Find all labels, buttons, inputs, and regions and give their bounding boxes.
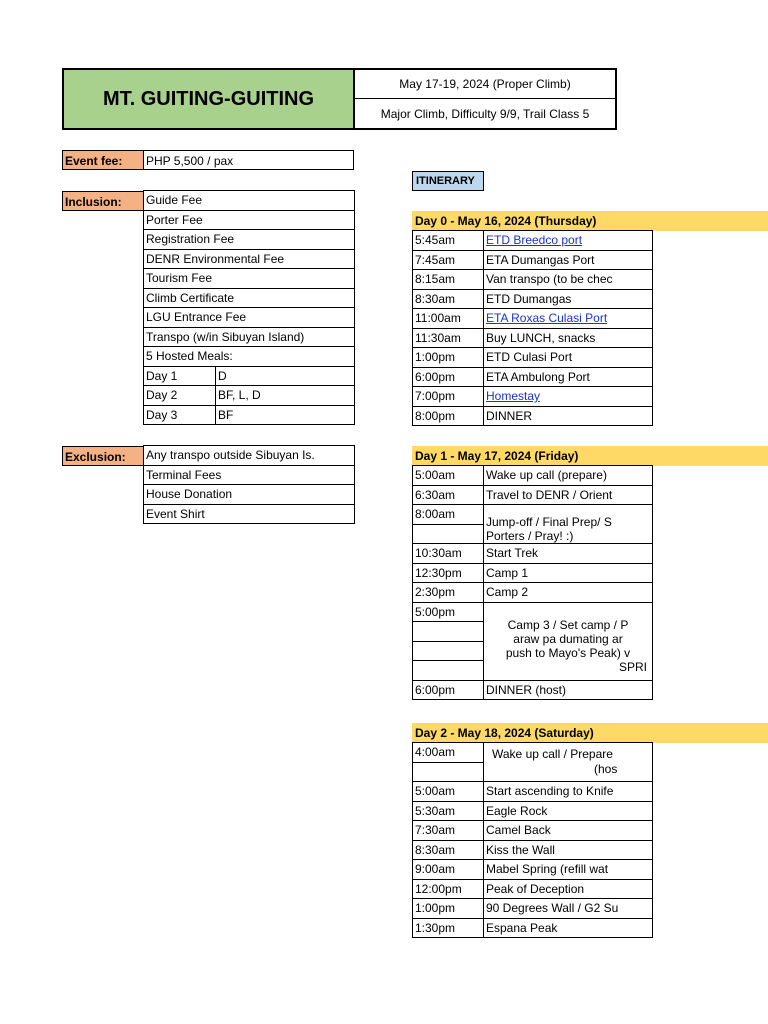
activity-cell: ETA Dumangas Port: [484, 250, 653, 270]
time-cell: 8:30am: [413, 289, 484, 309]
activity-cell: Travel to DENR / Orient: [484, 485, 653, 505]
table-row: [413, 801, 653, 821]
table-row: [413, 348, 653, 368]
activity-line: Jump-off / Final Prep/ S: [486, 515, 612, 529]
time-cell: 8:30am: [413, 840, 484, 860]
time-cell: 8:00pm: [413, 406, 484, 426]
inclusion-item: Climb Certificate: [144, 288, 355, 308]
itinerary-label: ITINERARY: [412, 171, 484, 191]
table-row: [413, 367, 653, 387]
time-cell: 7:30am: [413, 821, 484, 841]
table-row: [144, 249, 355, 269]
activity-cell: [484, 743, 653, 782]
time-cell: 5:45am: [413, 231, 484, 251]
table-row: [144, 405, 355, 425]
table-row: [144, 308, 355, 328]
activity-cell: Start Trek: [484, 544, 653, 564]
table-row: [413, 782, 653, 802]
inclusion-item: Transpo (w/in Sibuyan Island): [144, 327, 355, 347]
time-cell: 12:00pm: [413, 879, 484, 899]
table-row: [413, 387, 653, 407]
table-row: [413, 821, 653, 841]
table-row: [144, 366, 355, 386]
inclusion-label: Inclusion:: [62, 191, 144, 211]
time-cell: 5:00pm: [413, 602, 484, 622]
table-row: [413, 563, 653, 583]
time-cell: 11:30am: [413, 328, 484, 348]
time-cell: [413, 641, 484, 661]
table-row: [144, 327, 355, 347]
meal-day: Day 3: [144, 405, 216, 425]
time-cell: 1:00pm: [413, 899, 484, 919]
meal-value: BF: [216, 405, 355, 425]
day0-header: Day 0 - May 16, 2024 (Thursday): [412, 211, 768, 231]
activity-line: SPRI: [618, 660, 647, 674]
table-row: [144, 191, 355, 211]
inclusion-item: Porter Fee: [144, 210, 355, 230]
activity-cell: DINNER: [484, 406, 653, 426]
table-row: [144, 230, 355, 250]
time-cell: 6:30am: [413, 485, 484, 505]
event-fee-label: Event fee:: [62, 150, 144, 170]
table-row: [413, 680, 653, 700]
activity-line: Camp 3 / Set camp / P: [507, 618, 629, 632]
time-cell: 4:00am: [413, 743, 484, 763]
activity-cell: 90 Degrees Wall / G2 Su: [484, 899, 653, 919]
table-row: [413, 505, 653, 525]
exclusion-item: Event Shirt: [144, 504, 355, 524]
time-cell: 12:30pm: [413, 563, 484, 583]
table-row: [144, 269, 355, 289]
inclusion-item: 5 Hosted Meals:: [144, 347, 355, 367]
exclusion-item: Any transpo outside Sibuyan Is.: [144, 446, 355, 466]
activity-cell: [484, 505, 653, 544]
day2-header: Day 2 - May 18, 2024 (Saturday): [412, 723, 768, 743]
table-row: [144, 485, 355, 505]
table-row: [144, 465, 355, 485]
table-row: [144, 504, 355, 524]
homestay-link[interactable]: Homestay: [486, 389, 541, 404]
table-row: [413, 583, 653, 603]
day2-clip: [412, 742, 617, 939]
table-row: [413, 466, 653, 486]
table-row: [413, 602, 653, 622]
activity-cell: ETD Dumangas: [484, 289, 653, 309]
meal-value: D: [216, 366, 355, 386]
activity-cell: Peak of Deception: [484, 879, 653, 899]
time-cell: [413, 661, 484, 681]
table-row: [413, 840, 653, 860]
activity-cell: ETD Culasi Port: [484, 348, 653, 368]
activity-cell: Kiss the Wall: [484, 840, 653, 860]
table-row: [413, 289, 653, 309]
table-row: [413, 485, 653, 505]
event-fee-value: PHP 5,500 / pax: [143, 150, 354, 170]
culasi-port-link[interactable]: ETA Roxas Culasi Port: [486, 311, 608, 326]
table-row: [413, 544, 653, 564]
activity-cell: Van transpo (to be chec: [484, 270, 653, 290]
day2-table: [412, 742, 653, 938]
day1-clip: [412, 465, 647, 703]
inclusion-item: Tourism Fee: [144, 269, 355, 289]
activity-cell: Start ascending to Knife: [484, 782, 653, 802]
time-cell: [413, 762, 484, 782]
activity-cell: DINNER (host): [484, 680, 653, 700]
time-cell: 1:30pm: [413, 918, 484, 938]
activity-cell: Mabel Spring (refill wat: [484, 860, 653, 880]
table-row: [413, 309, 653, 329]
exclusion-table: [143, 445, 355, 524]
table-row: [413, 231, 653, 251]
table-row: [144, 347, 355, 367]
climb-dates: May 17-19, 2024 (Proper Climb): [353, 70, 617, 99]
table-row: [144, 386, 355, 406]
time-cell: 8:15am: [413, 270, 484, 290]
inclusion-item: LGU Entrance Fee: [144, 308, 355, 328]
meal-day: Day 2: [144, 386, 216, 406]
inclusion-item: Registration Fee: [144, 230, 355, 250]
table-row: [413, 250, 653, 270]
time-cell: 5:00am: [413, 466, 484, 486]
time-cell: [413, 622, 484, 642]
page-title: MT. GUITING-GUITING: [102, 87, 315, 110]
day0-clip: [412, 230, 617, 427]
breedco-port-link[interactable]: ETD Breedco port: [486, 233, 583, 248]
table-row: [413, 899, 653, 919]
time-cell: 10:30am: [413, 544, 484, 564]
exclusion-label: Exclusion:: [62, 446, 144, 466]
activity-line: (hos: [594, 762, 618, 776]
day1-table: [412, 465, 653, 700]
activity-cell[interactable]: [484, 387, 653, 407]
table-row: [413, 918, 653, 938]
day0-table: [412, 230, 653, 426]
exclusion-item: House Donation: [144, 485, 355, 505]
meal-day: Day 1: [144, 366, 216, 386]
activity-line: push to Mayo's Peak) v: [505, 646, 631, 660]
activity-cell[interactable]: [484, 309, 653, 329]
table-row: [413, 860, 653, 880]
activity-cell: Espana Peak: [484, 918, 653, 938]
meal-value: BF, L, D: [216, 386, 355, 406]
day1-header: Day 1 - May 17, 2024 (Friday): [412, 446, 768, 466]
table-row: [413, 406, 653, 426]
time-cell: 11:00am: [413, 309, 484, 329]
activity-cell: Wake up call (prepare): [484, 466, 653, 486]
activity-cell: Camel Back: [484, 821, 653, 841]
time-cell: 7:00pm: [413, 387, 484, 407]
table-row: [413, 743, 653, 763]
time-cell: 7:45am: [413, 250, 484, 270]
time-cell: 5:30am: [413, 801, 484, 821]
activity-cell[interactable]: [484, 231, 653, 251]
time-cell: 5:00am: [413, 782, 484, 802]
table-row: [413, 879, 653, 899]
table-row: [144, 446, 355, 466]
activity-cell: Camp 2: [484, 583, 653, 603]
exclusion-item: Terminal Fees: [144, 465, 355, 485]
time-cell: 2:30pm: [413, 583, 484, 603]
table-row: [413, 328, 653, 348]
inclusion-item: Guide Fee: [144, 191, 355, 211]
table-row: [144, 288, 355, 308]
activity-line: Porters / Pray! :): [486, 529, 574, 543]
activity-cell: [484, 602, 653, 680]
time-cell: 6:00pm: [413, 367, 484, 387]
activity-line: araw pa dumating ar: [513, 632, 623, 646]
climb-difficulty: Major Climb, Difficulty 9/9, Trail Class 5: [380, 106, 590, 121]
activity-cell: Camp 1: [484, 563, 653, 583]
time-cell: 6:00pm: [413, 680, 484, 700]
time-cell: [413, 524, 484, 544]
activity-cell: ETA Ambulong Port: [484, 367, 653, 387]
inclusion-table: [143, 190, 355, 425]
time-cell: 9:00am: [413, 860, 484, 880]
activity-cell: Eagle Rock: [484, 801, 653, 821]
time-cell: 1:00pm: [413, 348, 484, 368]
table-row: [144, 210, 355, 230]
table-row: [413, 270, 653, 290]
activity-cell: Buy LUNCH, snacks: [484, 328, 653, 348]
activity-line: Wake up call / Prepare: [492, 747, 613, 761]
time-cell: 8:00am: [413, 505, 484, 525]
inclusion-item: DENR Environmental Fee: [144, 249, 355, 269]
